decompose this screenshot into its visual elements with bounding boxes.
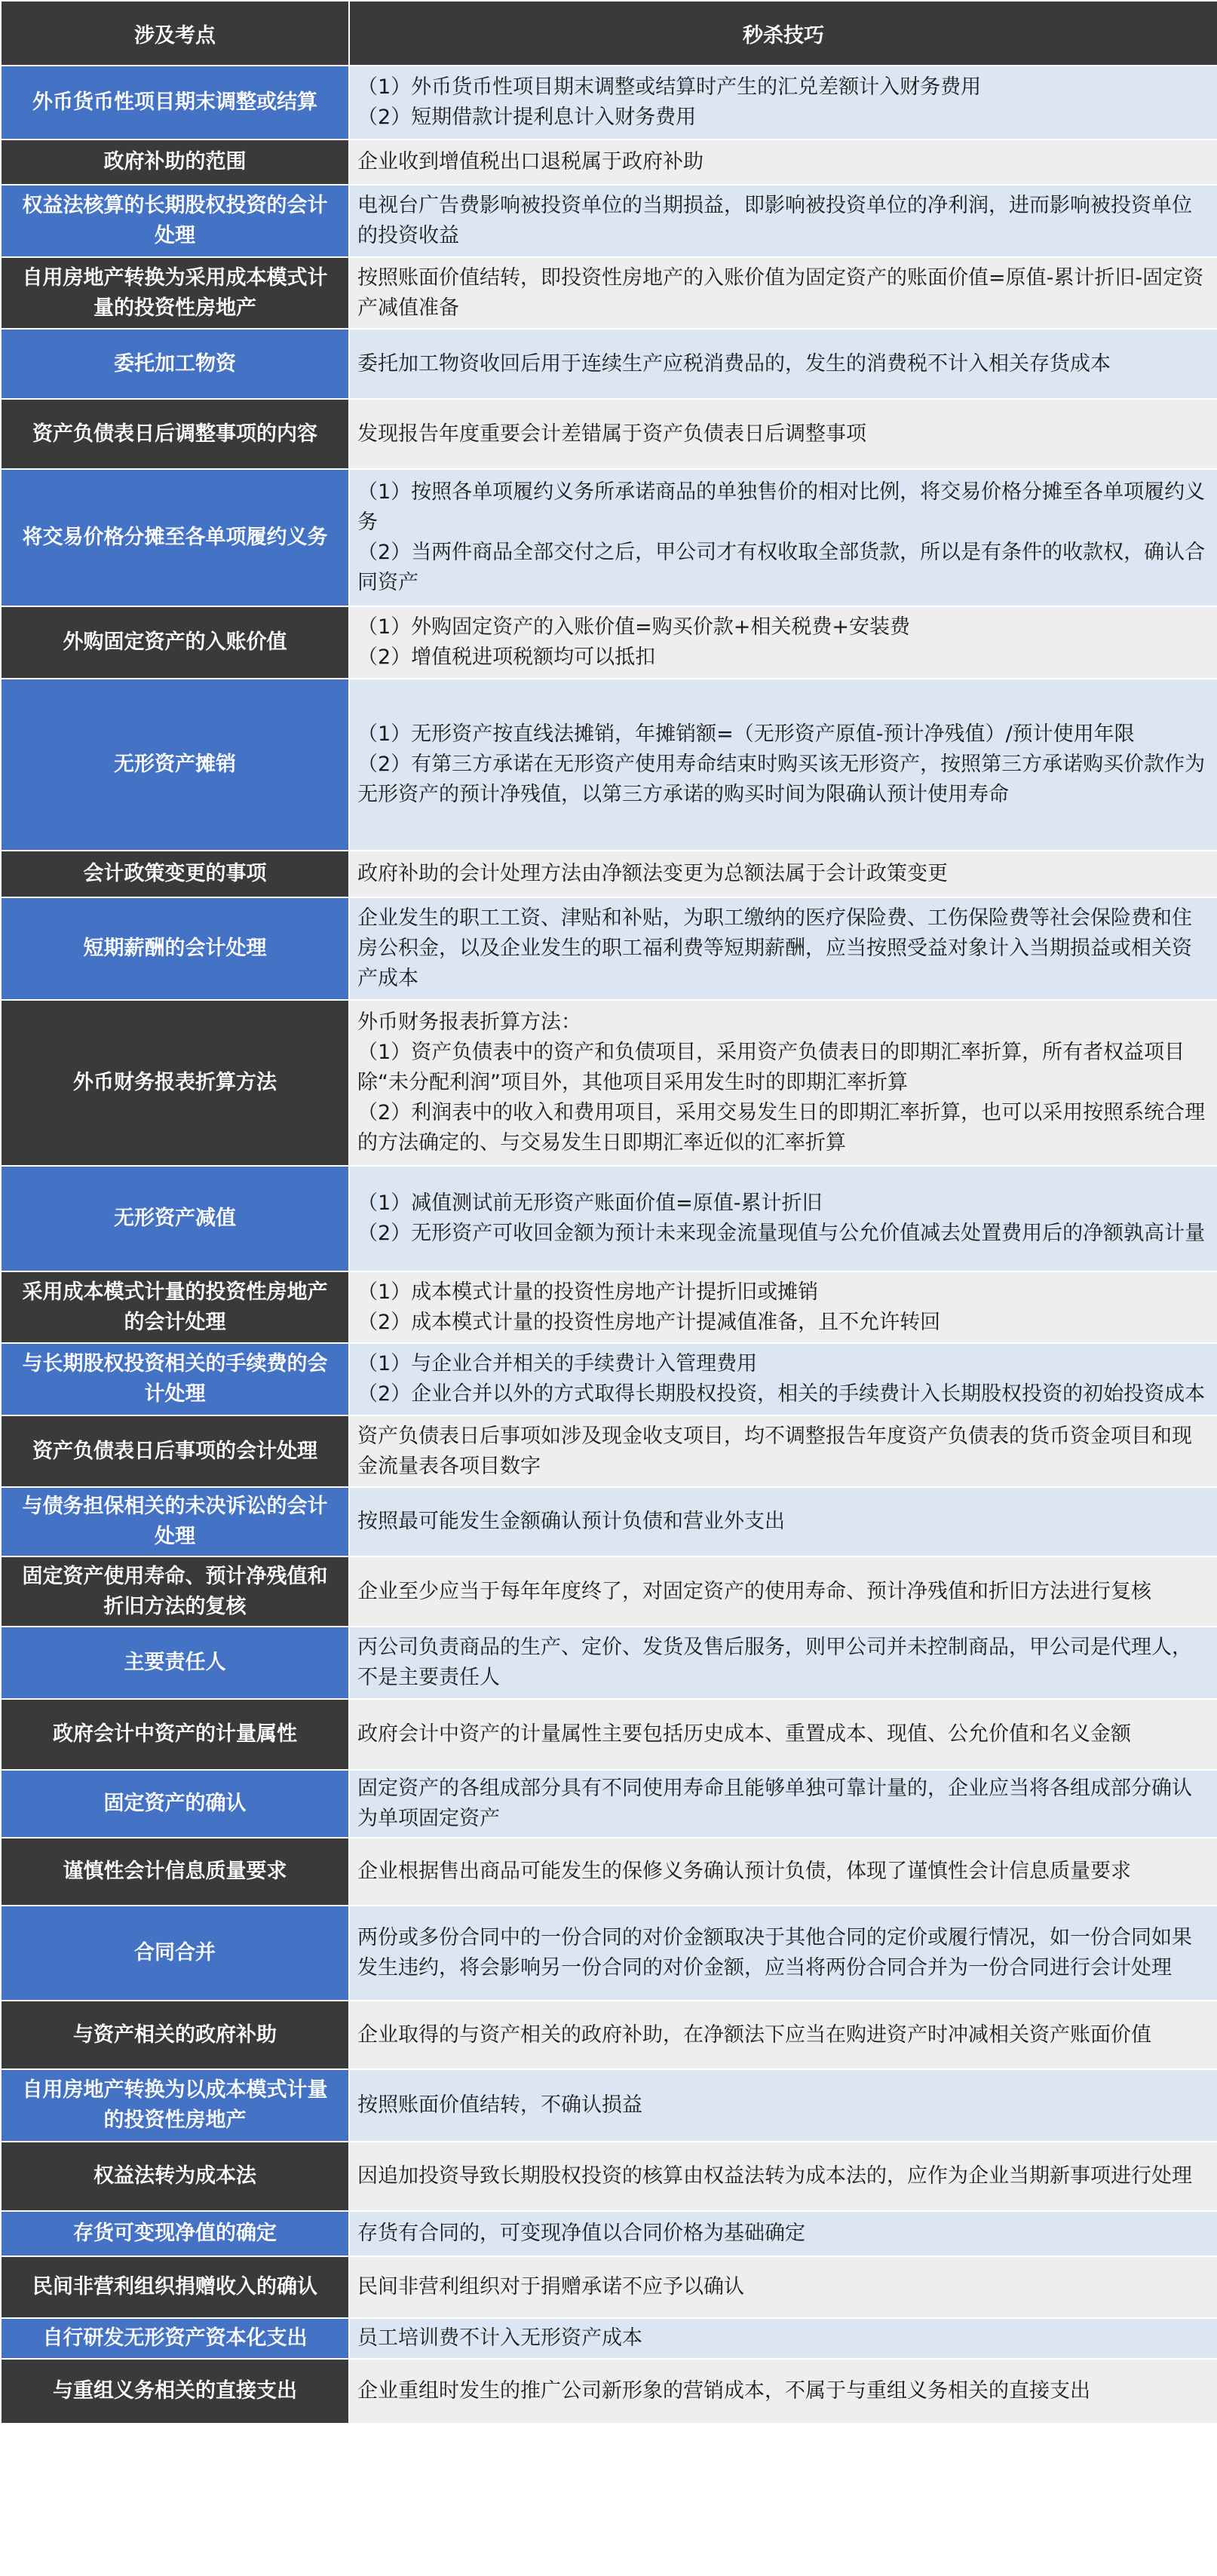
tip-line: （2）利润表中的收入和费用项目，采用交易发生日的即期汇率折算，也可以采用按照系统合理的方法确定的、与交易发生日即期汇率近似的汇率折算 [357,1101,1206,1155]
table-header-row [1,1,1217,66]
tip-cell [349,257,1217,329]
table-row [1,2318,1217,2359]
tip-line: 员工培训费不计入无形资产成本 [357,2326,642,2350]
table-row [1,1699,1217,1770]
tip-line: 外币财务报表折算方法： [357,1010,581,1034]
tip-line: 企业取得的与资产相关的政府补助，在净额法下应当在购进资产时冲减相关资产账面价值 [357,2022,1151,2047]
tip-cell [349,1699,1217,1770]
table-row [1,851,1217,897]
tip-line: 丙公司负责商品的生产、定价、发货及售后服务，则甲公司并未控制商品，甲公司是代理人，不是主要责任人 [357,1636,1192,1689]
tip-line: 企业至少应当于每年年度终了，对固定资产的使用寿命、预计净残值和折旧方法进行复核 [357,1579,1151,1603]
tip-line: （1）无形资产按直线法摊销，年摊销额=（无形资产原值-预计净残值）/预计使用年限 [357,722,1135,746]
tip-line: 按照最可能发生金额确认预计负债和营业外支出 [357,1510,785,1533]
table-row [1,897,1217,1000]
tip-cell [349,140,1217,185]
table-row [1,257,1217,329]
header-tips: 秒杀技巧 [349,1,1217,66]
tip-cell [349,1556,1217,1627]
tip-line: 因追加投资导致长期股权投资的核算由权益法转为成本法的，应作为企业当期新事项进行处理 [357,2164,1192,2188]
topic-cell: 资产负债表日后调整事项的内容 [1,399,349,469]
tip-line: 发现报告年度重要会计差错属于资产负债表日后调整事项 [357,422,866,446]
topic-cell: 与长期股权投资相关的手续费的会计处理 [1,1343,349,1415]
table-row [1,1487,1217,1556]
topic-cell: 外购固定资产的入账价值 [1,606,349,679]
topic-cell: 民间非营利组织捐赠收入的确认 [1,2256,349,2318]
tip-line: （1）外购固定资产的入账价值=购买价款+相关税费+安装费 [357,615,911,639]
topic-cell: 将交易价格分摊至各单项履约义务 [1,469,349,606]
tip-line: （2）企业合并以外的方式取得长期股权投资，相关的手续费计入长期股权投资的初始投资成本 [357,1382,1206,1406]
topic-cell: 存货可变现净值的确定 [1,2211,349,2256]
topic-cell: 权益法转为成本法 [1,2142,349,2211]
tip-cell [349,1415,1217,1487]
table-row [1,2211,1217,2256]
topic-cell: 会计政策变更的事项 [1,851,349,897]
tip-line: 按照账面价值结转，不确认损益 [357,2093,642,2117]
tip-cell [349,2256,1217,2318]
table-row [1,1770,1217,1838]
topic-cell: 与债务担保相关的未决诉讼的会计处理 [1,1487,349,1556]
table-row [1,140,1217,185]
topic-cell: 政府会计中资产的计量属性 [1,1699,349,1770]
tip-line: （1）外币货币性项目期末调整或结算时产生的汇兑差额计入财务费用 [357,75,982,99]
tip-line: 政府补助的会计处理方法由净额法变更为总额法属于会计政策变更 [357,862,948,885]
topic-cell: 委托加工物资 [1,329,349,399]
tip-cell [349,2359,1217,2424]
table-row [1,1166,1217,1271]
tip-line: （2）增值税进项税额均可以抵扣 [357,646,656,669]
tip-cell [349,1906,1217,2001]
table-row [1,399,1217,469]
tip-cell [349,469,1217,606]
tip-cell [349,1627,1217,1699]
tip-cell [349,1343,1217,1415]
tip-line: 民间非营利组织对于捐赠承诺不应予以确认 [357,2275,744,2298]
tip-line: 政府会计中资产的计量属性主要包括历史成本、重置成本、现值、公允价值和名义金额 [357,1722,1131,1746]
topic-cell: 主要责任人 [1,1627,349,1699]
header-topic: 涉及考点 [1,1,349,66]
tip-line: 两份或多份合同中的一份合同的对价金额取决于其他合同的定价或履行情况，如一份合同如果发生违约，将会影响另一份合同的对价金额，应当将两份合同合并为一份合同进行会计处理 [357,1926,1192,1980]
table-row [1,1415,1217,1487]
tip-cell [349,2001,1217,2069]
tip-cell [349,2069,1217,2142]
table-row [1,2256,1217,2318]
tip-line: （2）短期借款计提利息计入财务费用 [357,106,697,129]
topic-cell: 与资产相关的政府补助 [1,2001,349,2069]
table-row [1,679,1217,851]
tip-line: （1）资产负债表中的资产和负债项目，采用资产负债表日的即期汇率折算，所有者权益项目除“未分配利润”项目外，其他项目采用发生时的即期汇率折算 [357,1041,1185,1094]
topic-cell: 无形资产摊销 [1,679,349,851]
topic-cell: 权益法核算的长期股权投资的会计处理 [1,185,349,257]
table-row [1,1838,1217,1906]
topic-cell: 短期薪酬的会计处理 [1,897,349,1000]
tip-cell [349,606,1217,679]
table-row [1,329,1217,399]
topic-cell: 资产负债表日后事项的会计处理 [1,1415,349,1487]
table-row [1,606,1217,679]
tip-line: 企业重组时发生的推广公司新形象的营销成本，不属于与重组义务相关的直接支出 [357,2379,1090,2403]
table-row [1,2142,1217,2211]
table-row [1,1343,1217,1415]
tip-line: 按照账面价值结转，即投资性房地产的入账价值为固定资产的账面价值=原值-累计折旧-固定资产减值准备 [357,265,1204,320]
tip-cell [349,2142,1217,2211]
topic-cell: 外币财务报表折算方法 [1,1000,349,1166]
tip-line: （1）成本模式计量的投资性房地产计提折旧或摊销 [357,1280,819,1304]
tip-cell [349,1487,1217,1556]
tip-line: 委托加工物资收回后用于连续生产应税消费品的，发生的消费税不计入相关存货成本 [357,351,1111,376]
tip-line: （2）无形资产可收回金额为预计未来现金流量现值与公允价值减去处置费用后的净额孰高计量 [357,1222,1206,1245]
tip-line: 企业根据售出商品可能发生的保修义务确认预计负债，体现了谨慎性会计信息质量要求 [357,1860,1131,1883]
tip-cell [349,851,1217,897]
tip-cell [349,897,1217,1000]
tip-line: （2）有第三方承诺在无形资产使用寿命结束时购买该无形资产，按照第三方承诺购买价款作为无形资产的预计净残值，以第三方承诺的购买时间为限确认预计使用寿命 [357,753,1206,806]
tip-cell [349,66,1217,140]
tip-line: （1）减值测试前无形资产账面价值=原值-累计折旧 [357,1191,823,1215]
tip-line: 固定资产的各组成部分具有不同使用寿命且能够单独可靠计量的，企业应当将各组成部分确认为单项固定资产 [357,1777,1192,1830]
table-row [1,2359,1217,2424]
tip-cell [349,1770,1217,1838]
table-row [1,66,1217,140]
tip-cell [349,2211,1217,2256]
topic-cell: 自行研发无形资产资本化支出 [1,2318,349,2359]
tip-cell [349,1271,1217,1343]
topic-cell: 合同合并 [1,1906,349,2001]
tip-line: 存货有合同的，可变现净值以合同价格为基础确定 [357,2222,805,2245]
tip-line: 企业收到增值税出口退税属于政府补助 [357,150,704,173]
tip-cell [349,1166,1217,1271]
tip-line: （1）按照各单项履约义务所承诺商品的单独售价的相对比例，将交易价格分摊至各单项履约义务 [357,480,1206,534]
tip-line: 资产负债表日后事项如涉及现金收支项目，均不调整报告年度资产负债表的货币资金项目和现金流量表各项目数字 [357,1424,1192,1478]
tip-line: （1）与企业合并相关的手续费计入管理费用 [357,1352,758,1375]
topic-cell: 自用房地产转换为以成本模式计量的投资性房地产 [1,2069,349,2142]
table-row [1,1556,1217,1627]
tip-line: （2）当两件商品全部交付之后，甲公司才有权收取全部货款，所以是有条件的收款权，确认合同资产 [357,541,1206,594]
topic-cell: 固定资产的确认 [1,1770,349,1838]
table-row [1,1000,1217,1166]
table-row [1,1271,1217,1343]
topic-cell: 政府补助的范围 [1,140,349,185]
topic-cell: 无形资产减值 [1,1166,349,1271]
topic-cell: 采用成本模式计量的投资性房地产的会计处理 [1,1271,349,1343]
table-row [1,185,1217,257]
tip-cell [349,1000,1217,1166]
table-row [1,1906,1217,2001]
tip-line: 企业发生的职工工资、津贴和补贴，为职工缴纳的医疗保险费、工伤保险费等社会保险费和住房公积金，以及企业发生的职工福利费等短期薪酬，应当按照受益对象计入当期损益或相关资产成本 [357,906,1192,990]
tip-line: 电视台广告费影响被投资单位的当期损益，即影响被投资单位的净利润，进而影响被投资单位的投资收益 [357,194,1192,247]
tip-cell [349,185,1217,257]
tip-cell [349,329,1217,399]
table-row [1,469,1217,606]
topic-cell: 自用房地产转换为采用成本模式计量的投资性房地产 [1,257,349,329]
tip-line: （2）成本模式计量的投资性房地产计提减值准备，且不允许转回 [357,1310,941,1334]
topic-cell: 谨慎性会计信息质量要求 [1,1838,349,1906]
topic-cell: 固定资产使用寿命、预计净残值和折旧方法的复核 [1,1556,349,1627]
tip-cell [349,1838,1217,1906]
table-row [1,2069,1217,2142]
tip-cell [349,2318,1217,2359]
tip-cell [349,399,1217,469]
topic-cell: 外币货币性项目期末调整或结算 [1,66,349,140]
tip-cell [349,679,1217,851]
table-row [1,2001,1217,2069]
topic-cell: 与重组义务相关的直接支出 [1,2359,349,2424]
table-row [1,1627,1217,1699]
